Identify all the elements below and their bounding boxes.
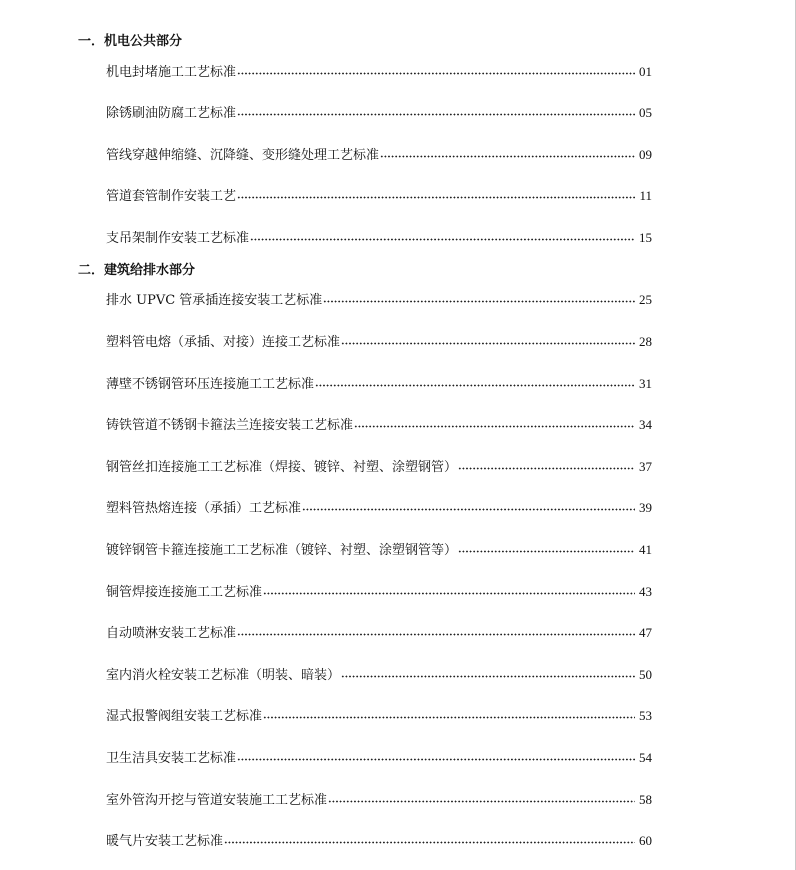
- toc-page-number: 01: [639, 64, 652, 79]
- toc-leader-dots: [458, 550, 635, 553]
- toc-leader-dots: [237, 196, 635, 199]
- toc-leader-dots: [237, 113, 635, 116]
- section-title-plumbing: 二．建筑给排水部分: [78, 263, 196, 278]
- toc-page-number: 39: [639, 500, 652, 515]
- toc-entry-title: 塑料管电熔（承插、对接）连接工艺标准: [106, 335, 341, 350]
- toc-leader-dots: [354, 425, 635, 428]
- toc-page-number: 05: [639, 105, 652, 120]
- toc-entry[interactable]: [106, 581, 652, 600]
- toc-entry[interactable]: [106, 747, 652, 766]
- toc-leader-dots: [263, 592, 635, 595]
- toc-page-number: 50: [639, 667, 652, 682]
- toc-entry-title: 塑料管热熔连接（承插）工艺标准: [106, 501, 302, 516]
- toc-leader-dots: [380, 155, 635, 158]
- toc-entry[interactable]: [106, 539, 652, 558]
- toc-entry-title: 卫生洁具安装工艺标准: [106, 751, 237, 766]
- toc-page-number: 25: [639, 292, 652, 307]
- toc-entry[interactable]: [106, 185, 652, 204]
- toc-page-number: 11: [639, 188, 652, 203]
- toc-entry[interactable]: [106, 331, 652, 350]
- toc-entry[interactable]: [106, 789, 652, 808]
- toc-leader-dots: [341, 342, 635, 345]
- toc-leader-dots: [341, 675, 635, 678]
- toc-entry-title: 室内消火栓安装工艺标准（明装、暗装）: [106, 668, 341, 683]
- toc-entry-title: 湿式报警阀组安装工艺标准: [106, 709, 263, 724]
- toc-entry[interactable]: [106, 414, 652, 433]
- toc-page-number: 31: [639, 376, 652, 391]
- toc-entry-title: 管线穿越伸缩缝、沉降缝、变形缝处理工艺标准: [106, 148, 380, 163]
- toc-leader-dots: [237, 633, 635, 636]
- toc-entry[interactable]: [106, 289, 652, 308]
- toc-entry[interactable]: [106, 373, 652, 392]
- toc-page-number: 28: [639, 334, 652, 349]
- toc-entry[interactable]: [106, 456, 652, 475]
- toc-entry[interactable]: [106, 61, 652, 80]
- toc-leader-dots: [224, 841, 635, 844]
- toc-entry-title: 铜管焊接连接施工工艺标准: [106, 585, 263, 600]
- toc-page-number: 53: [639, 708, 652, 723]
- toc-page-number: 37: [639, 459, 652, 474]
- toc-entry[interactable]: [106, 227, 652, 246]
- toc-leader-dots: [237, 72, 635, 75]
- toc-page-number: 15: [639, 230, 652, 245]
- toc-page-number: 43: [639, 584, 652, 599]
- toc-entry-title: 镀锌钢管卡箍连接施工工艺标准（镀锌、衬塑、涂塑钢管等）: [106, 543, 458, 558]
- toc-leader-dots: [458, 467, 635, 470]
- toc-page-number: 09: [639, 147, 652, 162]
- toc-entry[interactable]: [106, 102, 652, 121]
- toc-entry-title: 排水 UPVC 管承插连接安装工艺标准: [106, 293, 323, 308]
- toc-entry-title: 室外管沟开挖与管道安装施工工艺标准: [106, 793, 328, 808]
- toc-entry-title: 铸铁管道不锈钢卡箍法兰连接安装工艺标准: [106, 418, 354, 433]
- section-title-mep-common: 一．机电公共部分: [78, 34, 183, 49]
- toc-entry-title: 支吊架制作安装工艺标准: [106, 231, 250, 246]
- toc-leader-dots: [328, 800, 635, 803]
- toc-entry-title: 钢管丝扣连接施工工艺标准（焊接、镀锌、衬塑、涂塑钢管）: [106, 460, 458, 475]
- toc-entry[interactable]: [106, 144, 652, 163]
- toc-leader-dots: [302, 508, 635, 511]
- toc-leader-dots: [263, 716, 635, 719]
- toc-entry[interactable]: [106, 664, 652, 683]
- toc-page-number: 58: [639, 792, 652, 807]
- toc-entry[interactable]: [106, 497, 652, 516]
- toc-page-number: 34: [639, 417, 652, 432]
- toc-entry-title: 自动喷淋安装工艺标准: [106, 626, 237, 641]
- toc-page-number: 60: [639, 833, 652, 848]
- toc-leader-dots: [250, 238, 635, 241]
- toc-leader-dots: [315, 384, 635, 387]
- toc-entry-title: 薄壁不锈钢管环压连接施工工艺标准: [106, 377, 315, 392]
- toc-leader-dots: [323, 300, 635, 303]
- toc-entry-title: 管道套管制作安装工艺: [106, 189, 237, 204]
- toc-entry[interactable]: [106, 705, 652, 724]
- toc-leader-dots: [237, 758, 635, 761]
- toc-page-number: 47: [639, 625, 652, 640]
- toc-page-number: 54: [639, 750, 652, 765]
- toc-entry[interactable]: [106, 830, 652, 849]
- toc-entry-title: 暖气片安装工艺标准: [106, 834, 224, 849]
- toc-entry-title: 除锈刷油防腐工艺标准: [106, 106, 237, 121]
- toc-entry[interactable]: [106, 622, 652, 641]
- toc-entry-title: 机电封堵施工工艺标准: [106, 65, 237, 80]
- toc-page-number: 41: [639, 542, 652, 557]
